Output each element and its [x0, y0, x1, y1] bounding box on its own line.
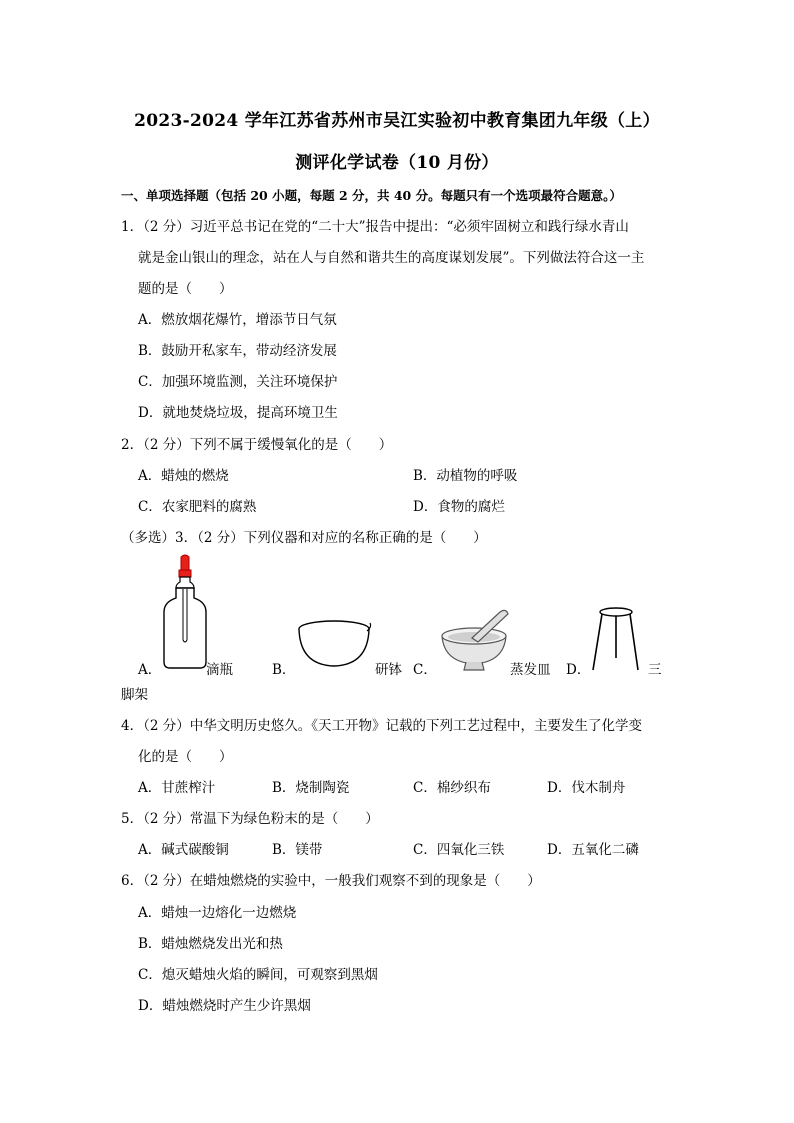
q3-option-d-name-part1: 三: [648, 662, 662, 678]
q4-option-a: A．甘蔗榨汁: [138, 780, 216, 796]
q6-option-c: C．熄灭蜡烛火焰的瞬间，可观察到黑烟: [138, 967, 378, 983]
q3-option-c-letter: C．: [413, 662, 437, 678]
q4-option-d: D．伐木制舟: [547, 780, 626, 796]
q1-option-c: C．加强环境监测，关注环境保护: [138, 374, 338, 390]
dropper-bottle-image: [160, 554, 210, 670]
q5-stem: 5．（2 分）常温下为绿色粉末的是（ ）: [121, 811, 379, 827]
q2-option-a: A．蜡烛的燃烧: [138, 468, 229, 484]
q3-option-b-name: 研钵: [375, 662, 402, 678]
q3-option-d-letter: D．: [566, 662, 591, 678]
q2-stem: 2．（2 分）下列不属于缓慢氧化的是（ ）: [121, 437, 393, 453]
tripod-stand-image: [590, 606, 642, 672]
q6-option-a: A．蜡烛一边熔化一边燃烧: [138, 905, 297, 921]
q3-option-b-letter: B．: [272, 662, 296, 678]
q3-option-d-name-part2: 脚架: [121, 687, 148, 703]
q5-option-b: B．镁带: [272, 842, 323, 858]
mortar-pestle-image: [438, 604, 512, 672]
q6-option-b: B．蜡烛燃烧发出光和热: [138, 936, 283, 952]
q5-option-c: C．四氧化三铁: [413, 842, 505, 858]
q6-option-d: D．蜡烛燃烧时产生少许黑烟: [138, 998, 311, 1014]
q1-option-a: A．燃放烟花爆竹，增添节日气氛: [138, 312, 337, 328]
section-heading: 一、单项选择题（包括 20 小题，每题 2 分，共 40 分。每题只有一个选项最符合题意。）: [121, 188, 622, 203]
q3-option-a-name: 滴瓶: [206, 662, 233, 678]
q4-stem-line2: 化的是（ ）: [138, 749, 233, 765]
q5-option-d: D．五氧化二磷: [547, 842, 639, 858]
q2-option-c: C．农家肥料的腐熟: [138, 499, 257, 515]
q1-stem-line2: 就是金山银山的理念，站在人与自然和谐共生的高度谋划发展”。下列做法符合这一主: [138, 250, 645, 266]
q2-option-b: B．动植物的呼吸: [413, 468, 518, 484]
q4-stem-line1: 4．（2 分）中华文明历史悠久。《天工开物》记载的下列工艺过程中，主要发生了化学变: [121, 718, 642, 734]
q1-option-d: D．就地焚烧垃圾，提高环境卫生: [138, 405, 338, 421]
q1-option-b: B．鼓励开私家车，带动经济发展: [138, 343, 337, 359]
q1-stem-line1: 1．（2 分）习近平总书记在党的“二十大”报告中提出：“必须牢固树立和践行绿水青山: [121, 219, 629, 235]
evaporating-dish-image: [296, 617, 372, 669]
q4-option-b: B．烧制陶瓷: [272, 780, 350, 796]
exam-title-line2: 测评化学试卷（10 月份）: [295, 153, 499, 173]
q3-option-a-letter: A．: [138, 662, 162, 678]
q1-stem-line3: 题的是（ ）: [138, 281, 233, 297]
q4-option-c: C．棉纱织布: [413, 780, 491, 796]
q2-option-d: D．食物的腐烂: [413, 499, 505, 515]
q6-stem: 6．（2 分）在蜡烛燃烧的实验中，一般我们观察不到的现象是（ ）: [121, 873, 541, 889]
q5-option-a: A．碱式碳酸铜: [138, 842, 229, 858]
q3-option-c-name: 蒸发皿: [510, 662, 551, 678]
exam-title-line1: 2023-2024 学年江苏省苏州市吴江实验初中教育集团九年级（上）: [134, 111, 660, 131]
q3-stem: （多选）3．（2 分）下列仪器和对应的名称正确的是（ ）: [121, 530, 487, 546]
